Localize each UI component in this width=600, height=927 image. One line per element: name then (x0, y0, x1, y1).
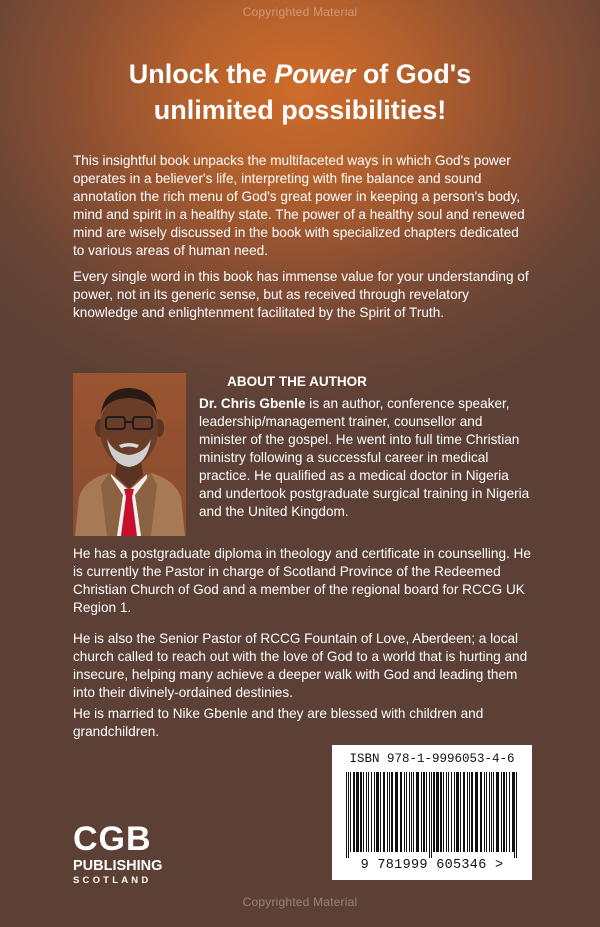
isbn-barcode-box (332, 745, 532, 880)
publisher-logo-mark: CGB (73, 820, 152, 858)
author-bio (199, 395, 531, 521)
headline-line1-after: of God's (355, 59, 472, 89)
headline (40, 56, 560, 128)
headline-emphasis: Power (274, 59, 356, 89)
watermark-bottom: Copyrighted Material (242, 895, 358, 909)
barcode-bars (344, 772, 520, 858)
headline-line2: unlimited possibilities! (153, 95, 447, 125)
publisher-location: SCOTLAND (73, 875, 152, 886)
publisher-logo (73, 822, 173, 887)
author-portrait-illustration (73, 373, 186, 536)
about-author-heading: ABOUT THE AUTHOR (227, 374, 367, 389)
author-photo (73, 373, 186, 536)
author-paragraph-1: He has a postgraduate diploma in theology and certificate in counselling. He is currently the Pastor in charge of Scotland Province of the Redeemed Christian Church of God and a member of the regional board for RCCG UK Region 1. (73, 546, 531, 615)
author-name: Dr. Chris Gbenle (199, 396, 306, 411)
barcode-digits: 9 781999 605346 > (360, 858, 504, 873)
description-paragraph-1: This insightful book unpacks the multifaceted ways in which God's power operates in a believer's life, interpreting with fine balance and sound annotation the rich menu of God's great power in keeping a person's body, mind and spirit in a healthy state. The power of a healthy soul and renewed mind are wisely discussed in the book with specialized chapters dedicated to various areas of human need. (73, 153, 525, 258)
isbn-label: ISBN 978-1-9996053-4-6 (349, 752, 515, 766)
watermark-top: Copyrighted Material (242, 5, 358, 19)
author-bio-intro: is an author, conference speaker, leadership/management trainer, counsellor and minister of the gospel. He went into full time Christian ministry following a successful career in medical practice. He qualified as a medical doctor in Nigeria and undertook postgraduate surgical training in Nigeria and the United Kingdom. (199, 396, 530, 519)
headline-before: Unlock the (128, 59, 275, 89)
author-paragraph-2: He is also the Senior Pastor of RCCG Fountain of Love, Aberdeen; a local church called to reach out with the love of God to a world that is hurting and insecure, helping many achieve a deeper walk with God and leading them into their divinely-ordained destinies. (73, 631, 528, 700)
author-paragraph-3: He is married to Nike Gbenle and they are blessed with children and grandchildren. (73, 706, 484, 739)
publisher-name: PUBLISHING (73, 858, 163, 874)
description-paragraph-2: Every single word in this book has immense value for your understanding of power, not in its generic sense, but as received through revelatory knowledge and enlightenment facilitated by the Spirit of Truth. (73, 269, 529, 320)
